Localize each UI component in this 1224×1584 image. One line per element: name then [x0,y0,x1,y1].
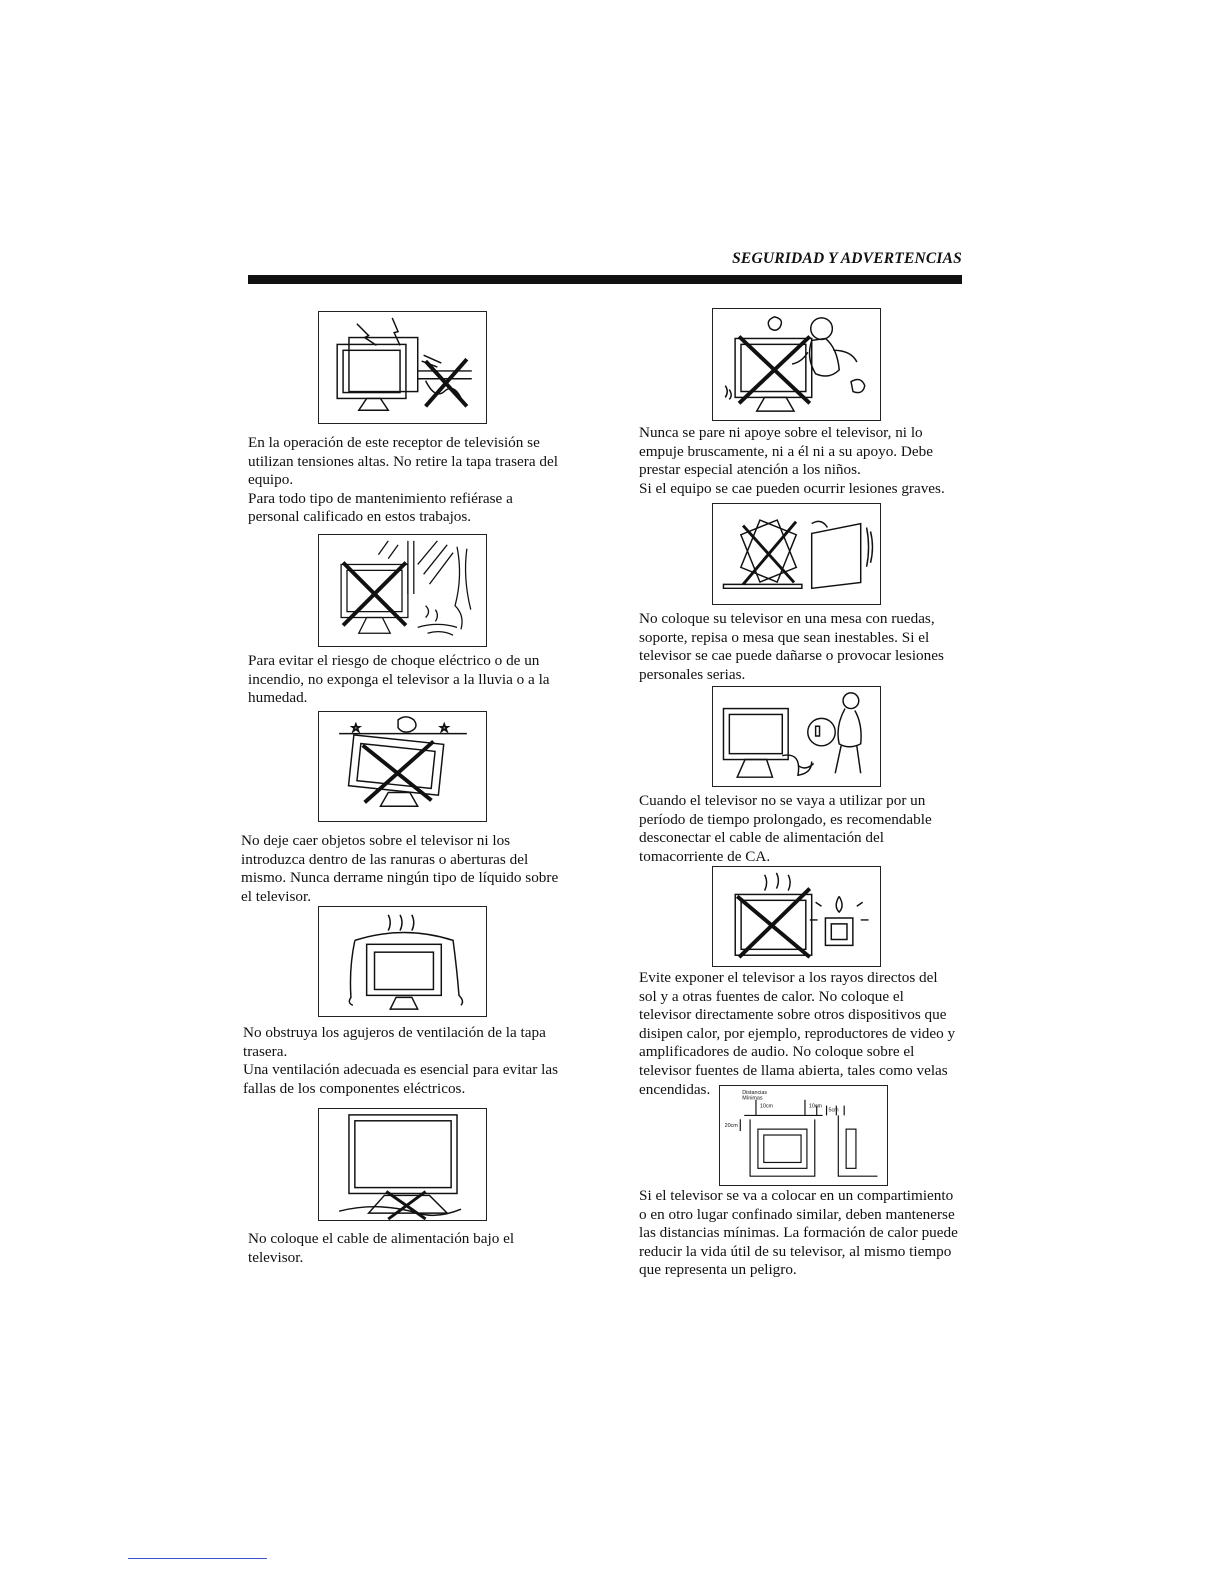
distance-label-2: 10cm [808,1103,823,1110]
section-title: SEGURIDAD Y ADVERTENCIAS [732,250,962,267]
warning-unplug-text: Cuando el televisor no se vaya a utilizar por un período de tiempo prolongado, es recomendable desconectar el cable de alimentación del tomacorriente de CA. [639,792,932,865]
tv-high-voltage-icon [319,312,486,423]
footer-link-underline [128,1558,267,1559]
objects-on-tv-icon [319,712,486,821]
distance-label-1: 10cm [759,1103,774,1110]
tv-heat-icon [713,867,880,966]
covered-tv-icon [319,907,486,1016]
ventilation-figure [318,906,487,1017]
distance-label-4: 20cm [724,1123,738,1130]
falling-objects-figure [318,711,487,822]
warning-furniture-text: No coloque su televisor en una mesa con ruedas, soporte, repisa o mesa que sean inestables. Si el televisor se cae puede dañarse o provocar lesiones personales serias. [639,610,944,683]
unplug-cable-icon [713,687,880,786]
tv-falling-icon [713,504,880,604]
warning-ventilation-text: No obstruya los agujeros de ventilación de la tapa trasera. Una ventilación adecuada es esencial para evitar las fallas de los componentes eléctricos. [243,1024,558,1097]
minimum-distances-figure [719,1085,888,1186]
tv-rain-icon [319,535,486,646]
header-rule [248,275,962,284]
high-voltage-figure [318,311,487,424]
warning-cable-text: No coloque el cable de alimentación bajo el televisor. [248,1230,515,1266]
distance-diagram-icon [720,1086,887,1185]
power-cable-figure [318,1108,487,1221]
warning-rain-text: Para evitar el riesgo de choque eléctrico o de un incendio, no exponga el televisor a la lluvia o a la humedad. [248,652,550,707]
no-stand-on-tv-figure [712,308,881,421]
warning-stand-text: Nunca se pare ni apoye sobre el televisor, ni lo empuje bruscamente, ni a él ni a su apoyo. Debe prestar especial atención a los niños. Si el equipo se cae pueden ocurrir lesiones graves. [639,424,945,497]
warning-objects-text: No deje caer objetos sobre el televisor ni los introduzca dentro de las ranuras o aberturas del mismo. Nunca derrame ningún tipo de líquido sobre el televisor. [241,832,559,905]
cable-under-tv-icon [319,1109,486,1220]
warning-heat-text: Evite exponer el televisor a los rayos directos del sol y a otras fuentes de calor. No coloque el televisor directamente sobre otros dispositivos que disipen calor, por ejemplo, reproductores de video y amplificadores de audio. No coloque sobre el televisor fuentes de llama abierta, tales como velas encendidas. [639,969,956,1098]
unplug-tv-figure [712,686,881,787]
distances-title-1: Distancias [742,1089,768,1096]
warning-distances-text: Si el televisor se va a colocar en un compartimiento o en otro lugar confinado similar, deben mantenerse las distancias mínimas. La formación de calor puede reducir la vida útil de su televisor, al mismo tiempo que representa un peligro. [639,1187,958,1279]
unstable-furniture-figure [712,503,881,605]
rain-humidity-figure [318,534,487,647]
child-climbing-tv-icon [713,309,880,420]
distances-title-2: Mínimas [742,1095,763,1102]
distance-label-3: 5cm [828,1107,839,1114]
warning-high-voltage-text: En la operación de este receptor de televisión se utilizan tensiones altas. No retire la tapa trasera del equipo. Para todo tipo de mantenimiento refiérase a personal calificado en estos trabajos. [248,434,558,526]
heat-sources-figure [712,866,881,967]
